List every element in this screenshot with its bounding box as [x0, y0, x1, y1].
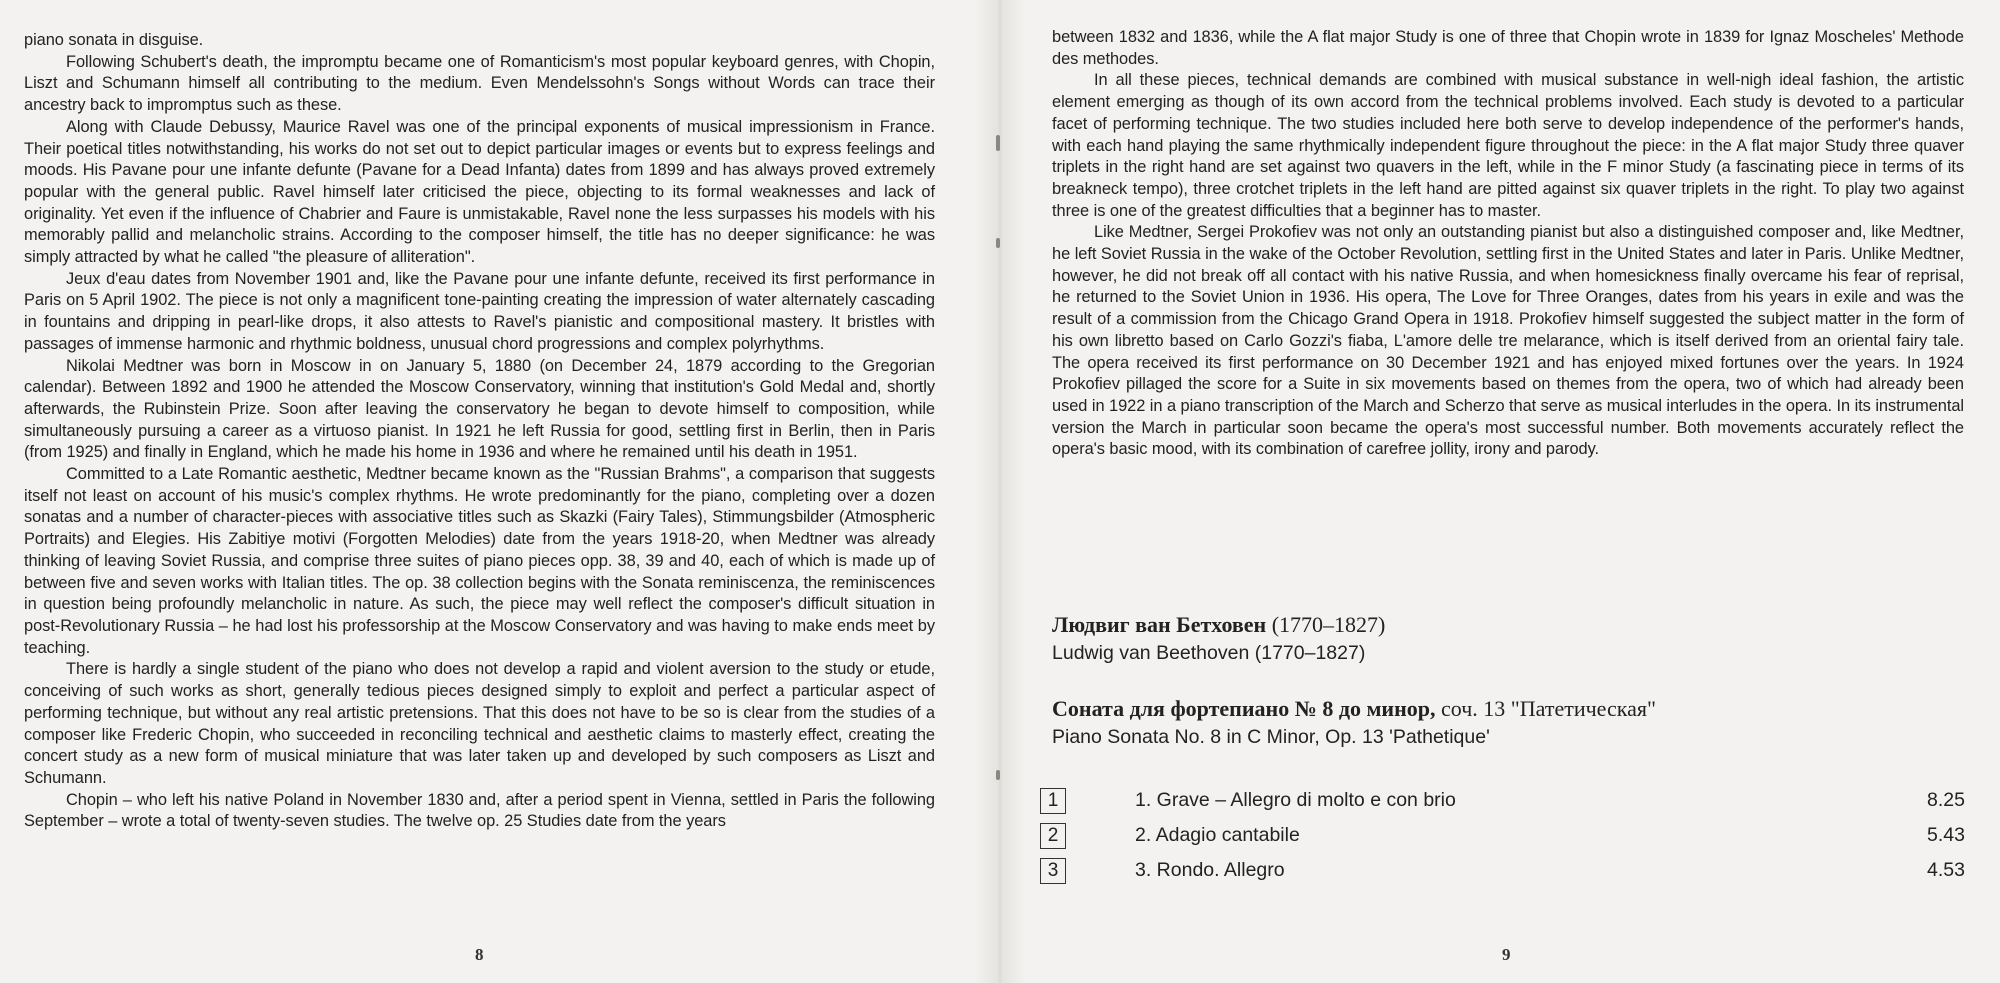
track-duration: 5.43 — [1927, 824, 1965, 846]
composer-heading — [1052, 612, 1385, 665]
page-number: 9 — [1502, 945, 1511, 964]
composer-dates-ru: (1770–1827) — [1271, 612, 1386, 637]
track-number-box: 1 — [1040, 788, 1066, 814]
paragraph: Along with Claude Debussy, Maurice Ravel was one of the principal exponents of musical impressionism in France. Their poetical titles notwithstanding, his works do not set out to depict particular images or events but to express feelings and moods. His Pavane pour une infante defunte (Pavane for a Dead Infanta) dates from 1899 and has always proved extremely popular with the general public. Ravel himself later criticised the piece, objecting to its formal weaknesses and lack of originality. Yet even if the influence of Chabrier and Faure is unmistakable, Ravel none the less surpasses his models with his memorably pallid and melancholic strains. According to the composer himself, the title has no deeper significance: he was simply attracted by what he called "the pleasure of alliteration". — [24, 117, 935, 267]
paragraph: Following Schubert's death, the impromptu became one of Romanticism's most popular keyboard genres, with Chopin, Liszt and Schumann himself all contributing to the medium. Even Mendelssohn's Songs without Words can trace their ancestry back to impromptus such as these. — [24, 52, 935, 115]
composer-name-ru-line — [1052, 612, 1385, 638]
paragraph: There is hardly a single student of the piano who does not develop a rapid and violent aversion to the study or etude, conceiving of such works as short, generally tedious pieces designed simply to exploit and perfect a particular aspect of performing technique, but without any real artistic pretensions. That this does not have to be so is clear from the studies of a composer like Frederic Chopin, who succeeded in reconciling technical and aesthetic claims to masterly effect, creating the concert study as a new form of musical miniature that was later taken up and developed by such composers as Liszt and Schumann. — [24, 660, 935, 787]
paragraph: In all these pieces, technical demands are combined with musical substance in well-nigh ideal fashion, the artistic element emerging as though of its own accord from the technical problems involved. Each study is devoted to a particular facet of performing technique. The two studies included here both serve to develop independence of the performer's hands, with each hand playing the same rhythmically independent figure throughout the piece: in the A flat major Study three quaver triplets in the right hand are set against two quavers in the left, while in the F minor Study (a fascinating piece in terms of its breakneck tempo), three crotchet triplets in the left hand are pitted against six quaver triplets in the right. To play two against three is one of the greatest difficulties that a beginner has to master. — [1052, 71, 1964, 220]
track-duration: 8.25 — [1927, 789, 1965, 811]
paragraph: Committed to a Late Romantic aesthetic, Medtner became known as the "Russian Brahms", a comparison that suggests itself not least on account of his music's complex rhythms. He wrote predominantly for the piano, completing over a dozen sonatas and a number of character-pieces with associative titles such as Skazki (Fairy Tales), Stimmungsbilder (Atmospheric Portraits) and Elegies. His Zabitiye motivi (Forgotten Melodies) date from the years 1918-20, when Medtner was already thinking of leaving Soviet Russia, and comprise three suites of piano pieces opp. 38, 39 and 40, each of which is made up of between five and seven works with Italian titles. The op. 38 collection begins with the Sonata reminiscenza, the reminiscences in question being profoundly melancholic in nature. As such, the piece may well reflect the composer's difficult situation in post-Revolutionary Russia – he had lost his professorship at the Moscow Conservatory and was having to make ends meet by teaching. — [24, 465, 935, 657]
track-duration: 4.53 — [1927, 859, 1965, 881]
booklet-gutter — [975, 0, 1025, 983]
track-number-box: 2 — [1040, 823, 1066, 849]
track-row — [1040, 858, 1965, 893]
paragraph: Jeux d'eau dates from November 1901 and, like the Pavane pour une infante defunte, received its first performance in Paris on 5 April 1902. The piece is not only a magnificent tone-painting creating the impression of water alternately cascading in fountains and dripping in pearl-like drops, it also attests to Ravel's pianistic and compositional mastery. It bristles with passages of immense harmonic and rhythmic boldness, unusual chord progressions and complex polyrhythms. — [24, 269, 935, 353]
paragraph: piano sonata in disguise. — [24, 31, 204, 49]
track-number-box: 3 — [1040, 858, 1066, 884]
work-title-en: Piano Sonata No. 8 in C Minor, Op. 13 'Pathetique' — [1052, 726, 1490, 748]
paragraph: between 1832 and 1836, while the A flat major Study is one of three that Chopin wrote in 1839 for Ignaz Moscheles' Methode des methodes. — [1052, 28, 1964, 68]
staple — [996, 770, 1000, 780]
composer-name-en: Ludwig van Beethoven (1770–1827) — [1052, 642, 1366, 664]
page-number: 8 — [475, 945, 484, 964]
work-title-ru-line — [1052, 696, 1656, 722]
work-heading — [1052, 696, 1656, 749]
work-subtitle-ru: соч. 13 "Патетическая" — [1441, 696, 1656, 721]
left-page — [0, 0, 995, 983]
work-title-ru: Соната для фортепиано № 8 до минор, — [1052, 696, 1436, 721]
right-page — [1000, 0, 2000, 983]
paragraph: Chopin – who left his native Poland in November 1830 and, after a period spent in Vienna, settled in Paris the following September – wrote a total of twenty-seven studies. The twelve op. 25 Studies date from the years — [24, 790, 935, 831]
staple — [996, 135, 1000, 151]
track-row — [1040, 823, 1965, 858]
paragraph: Nikolai Medtner was born in Moscow in on January 5, 1880 (on December 24, 1879 according to the Gregorian calendar). Between 1892 and 1900 he attended the Moscow Conservatory, winning that institution's Gold Medal and, shortly afterwards, the Rubinstein Prize. Soon after leaving the conservatory he began to devote himself to composition, while simultaneously pursuing a career as a virtuoso pianist. In 1921 he left Russia for good, settling first in Berlin, then in Paris (from 1925) and finally in England, which he made his home in 1936 and where he remained until his death in 1951. — [24, 356, 935, 462]
track-title: 3. Rondo. Allegro — [1135, 859, 1285, 881]
composer-name-ru: Людвиг ван Бетховен — [1052, 612, 1267, 637]
paragraph: Like Medtner, Sergei Prokofiev was not only an outstanding pianist but also a distinguished composer and, like Medtner, he left Soviet Russia in the wake of the October Revolution, settling first in the United States and later in Paris. Unlike Medtner, however, he did not break off all contact with his native Russia, and when homesickness finally overcame his fear of reprisal, he returned to the Soviet Union in 1936. His opera, The Love for Three Oranges, dates from his years in exile and was the result of a commission from the Chicago Grand Opera in 1918. Prokofiev himself suggested the subject matter in the form of his own libretto based on Carlo Gozzi's fiaba, L'amore delle tre melarance, which is itself derived from an oriental fairy tale. The opera received its first performance on 30 December 1921 and has enjoyed mixed fortunes over the years. In 1924 Prokofiev pillaged the score for a Suite in six movements based on themes from the opera, two of which had already been used in 1922 in a piano transcription of the March and Scherzo that serve as musical interludes in the opera. In its instrumental version the March in particular soon became the opera's most successful number. Both movements accurately reflect the opera's basic mood, with its combination of carefree jollity, irony and parody. — [1052, 223, 1964, 459]
right-body-text — [1052, 27, 1964, 461]
track-list — [1040, 788, 1965, 893]
left-body-text — [24, 30, 935, 833]
staple — [996, 238, 1000, 248]
track-title: 2. Adagio cantabile — [1135, 824, 1300, 846]
track-title: 1. Grave – Allegro di molto e con brio — [1135, 789, 1456, 811]
track-row — [1040, 788, 1965, 823]
